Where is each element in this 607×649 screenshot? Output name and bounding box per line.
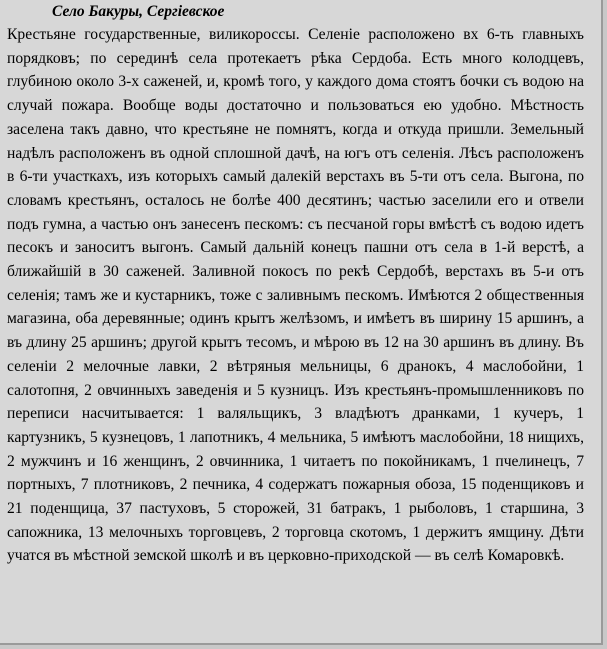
document-body-text: Крестьяне государственные, виликороссы. Селеніе расположено вх 6-ть главныхъ порядковъ; по серединѣ села протекаетъ рѣка Сердоба. Есть много колодцевъ, глубиною около 3-х саженей, и, кромѣ того, у каждого дома стоятъ бочки съ водою на случай пожара. Вообще воды достаточно и пользоваться ею удобно. Мѣстность заселена такъ давно, что крестьяне не помнятъ, когда и откуда пришли. Земельный надѣлъ расположенъ въ одной сплошной дачѣ, на югъ отъ селенія. Лѣсъ расположенъ в 6-ти участкахъ, изъ которыхъ самый далекій верстахъ въ 5-ти отъ села. Выгона, по словамъ крестьянъ, осталось не болѣе 400 десятинъ; частью заселили его и отвели подъ гумна, а частью онъ занесенъ пескомъ: съ песчаной горы вмѣстѣ съ водою идетъ песокъ и заноситъ выгонъ. Самый дальній конецъ пашни отъ села в 1-й верстѣ, а ближайшій в 30 саженей. Заливной покосъ по рекѣ Сердобѣ, верстахъ въ 5-и отъ селенія; тамъ же и кустарникъ, тоже с заливнымъ пескомъ. Имѣются 2 общественныя магазина, оба деревянные; одинъ крытъ желѣзомъ, и имѣетъ въ ширину 15 аршинъ, а въ длину 25 аршинъ; другой крытъ тесомъ, и мѣрою въ 12 на 30 аршинъ въ длину. Въ селеніи 2 мелочные лавки, 2 вѣтряныя мельницы, 6 дранокъ, 4 маслобойни, 1 салотопня, 2 овчинныхъ заведенія и 5 кузницъ. Изъ крестьянъ-промышленниковъ по переписи насчитывается: 1 валяльщикъ, 3 владѣютъ дранками, 1 кучеръ, 1 картузникъ, 5 кузнецовъ, 1 лапотникъ, 4 мельника, 5 имѣютъ маслобойни, 18 нищихъ, 2 мужчинъ и 16 женщинъ, 2 овчинника, 1 читаетъ по покойникамъ, 1 пчелинецъ, 7 портныхъ, 7 плотниковъ, 2 печника, 4 содержатъ пожарныя обоза, 15 поденщиковъ и 21 поденщица, 37 пастуховъ, 5 сторожей, 31 батракъ, 1 рыболовъ, 1 старшина, 3 сапожника, 13 мелочныхъ торговцевъ, 2 торговца скотомъ, 1 держитъ ямщину. Дѣти учатся въ мѣстной земской школѣ и въ церковно-приходской — въ селѣ Комаровкѣ.: [7, 26, 584, 565]
document-heading: Село Бакуры, Сергіевское: [52, 3, 225, 20]
